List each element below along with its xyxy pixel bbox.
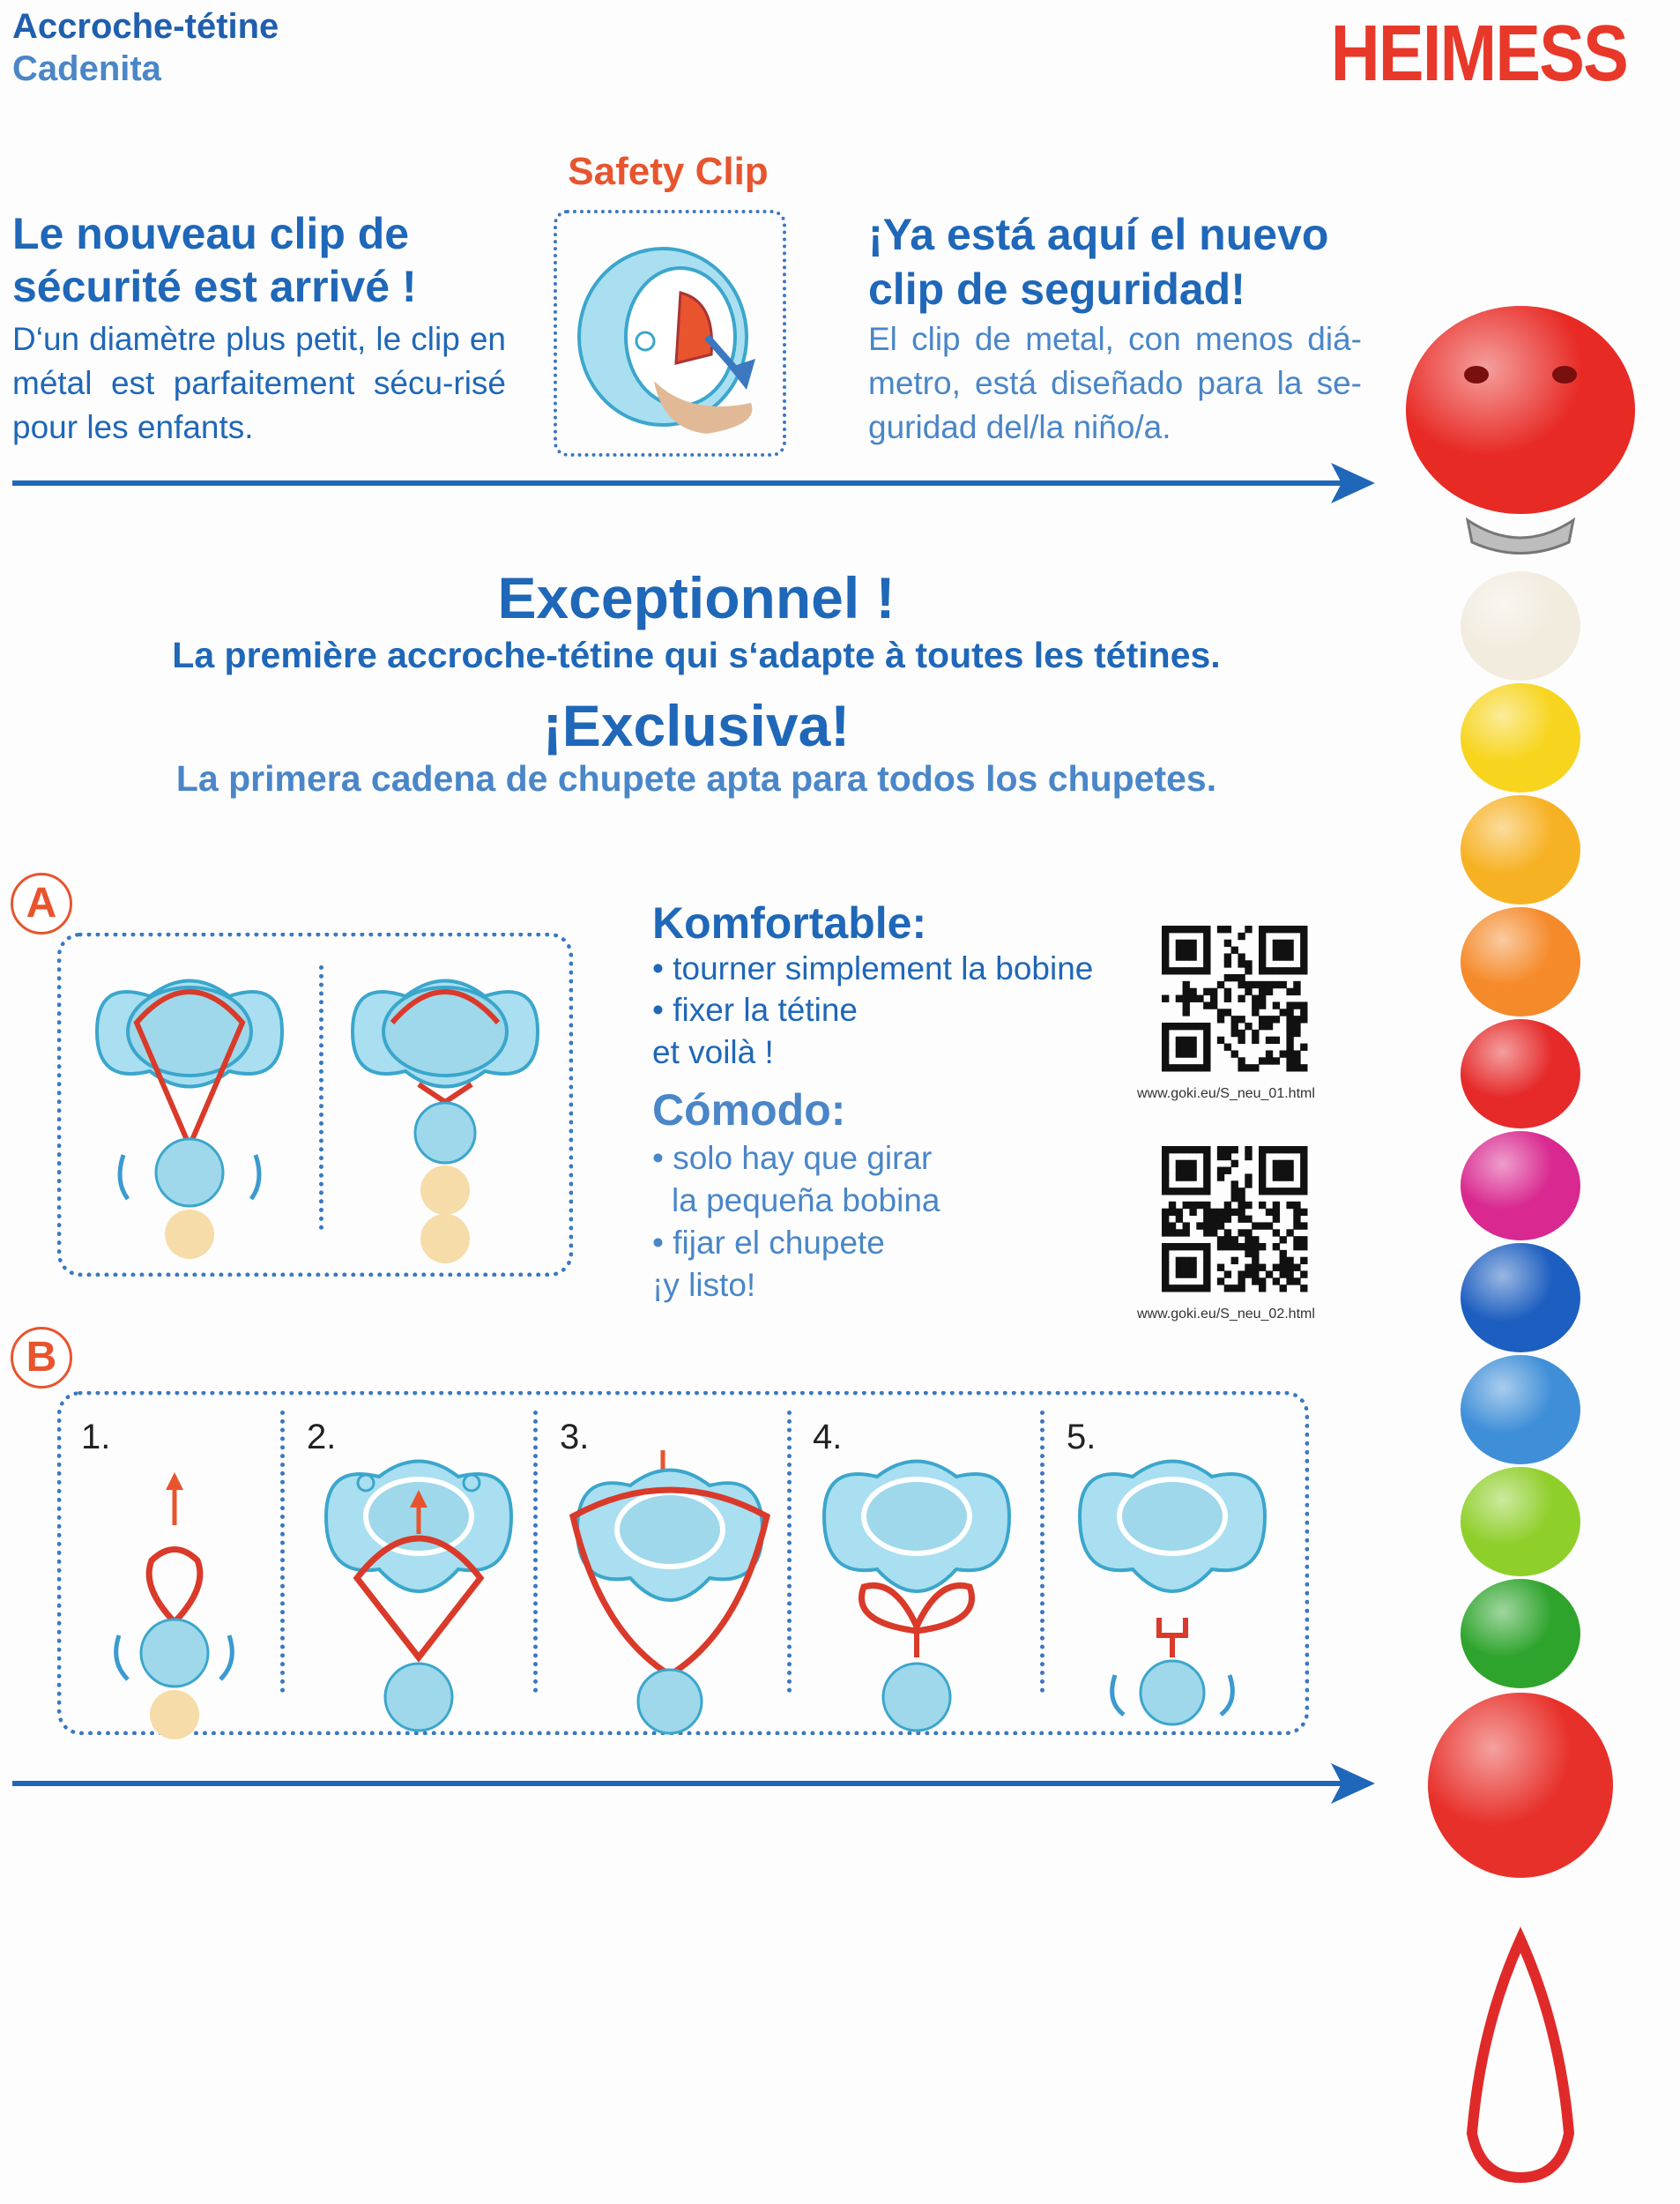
comodo-heading: Cómodo: [652, 1085, 846, 1135]
exceptional-title-es: ¡Exclusiva! [542, 693, 851, 758]
pacifier-a2-icon [344, 970, 546, 1270]
section-a-divider [319, 965, 323, 1230]
komfortable-heading: Komfortable: [652, 898, 927, 948]
step-4-illustration [815, 1446, 1018, 1728]
step-2-illustration [317, 1446, 520, 1728]
safety-clip-illustration [554, 210, 786, 457]
pacifier-chain-image [1401, 300, 1666, 2195]
komfortable-line-1: • tourner simplement la bobine [652, 950, 1094, 987]
safety-clip-label: Safety Clip [568, 150, 769, 193]
section-a-marker: A [11, 873, 72, 934]
section-b-divider-3 [787, 1411, 792, 1693]
exceptional-title-fr: Exceptionnel ! [497, 565, 896, 630]
exceptional-sub-es: La primera cadena de chupete apta para todos los chupetes. [175, 758, 1217, 799]
qr-code-2-icon[interactable] [1162, 1146, 1307, 1292]
comodo-line-2: la pequeña bobina [672, 1182, 940, 1218]
step-1-illustration [97, 1437, 256, 1728]
comodo-line-3: • fijar el chupete [652, 1225, 885, 1261]
qr-caption-2[interactable]: www.goki.eu/S_neu_02.html [1137, 1307, 1315, 1322]
step-number-1: 1. [81, 1418, 111, 1456]
comodo-line-4: ¡y listo! [652, 1267, 756, 1303]
exceptional-sub-fr: La première accroche-tétine qui s‘adapte à toutes les tétines. [172, 635, 1221, 675]
safety-text-fr: D‘un diamètre plus petit, le clip en métal est parfaitement sécu-risé pour les enfants. [12, 321, 506, 445]
safety-clip-icon [557, 213, 783, 453]
komfortable-line-3: et voilà ! [652, 1034, 774, 1070]
title-es: Cadenita [12, 49, 161, 88]
safety-text-es: El clip de metal, con menos diá-metro, está diseñado para la se-guridad del/la niño/a. [868, 321, 1362, 445]
section-b-divider-1 [280, 1411, 285, 1693]
safety-heading-es: ¡Ya está aquí el nuevo clip de seguridad! [868, 210, 1329, 314]
arrow-head-top-icon [1331, 463, 1375, 503]
step-number-5: 5. [1067, 1418, 1096, 1456]
komfortable-line-2: • fixer la tétine [652, 992, 859, 1028]
step-number-4: 4. [813, 1418, 843, 1456]
step-5-illustration [1071, 1446, 1274, 1728]
section-b-divider-2 [533, 1411, 538, 1693]
divider-arrow-bottom [12, 1781, 1370, 1786]
title-fr: Accroche-tétine [12, 7, 279, 46]
qr-caption-1[interactable]: www.goki.eu/S_neu_01.html [1137, 1086, 1315, 1101]
product-title [12, 5, 279, 90]
step-number-3: 3. [560, 1418, 590, 1456]
step-number-2: 2. [307, 1418, 337, 1456]
divider-arrow-top [12, 480, 1370, 486]
step-3-illustration [564, 1446, 776, 1728]
section-b-marker: B [11, 1327, 72, 1389]
arrow-head-bottom-icon [1331, 1763, 1375, 1804]
brand-logo: HEIMESS [1330, 10, 1627, 98]
section-b-divider-4 [1040, 1411, 1044, 1693]
qr-code-1-icon[interactable] [1162, 926, 1307, 1071]
pacifier-a1-icon [88, 970, 291, 1270]
safety-heading-fr: Le nouveau clip de sécurité est arrivé ! [12, 209, 417, 311]
comodo-line-1: • solo hay que girar [652, 1140, 933, 1176]
